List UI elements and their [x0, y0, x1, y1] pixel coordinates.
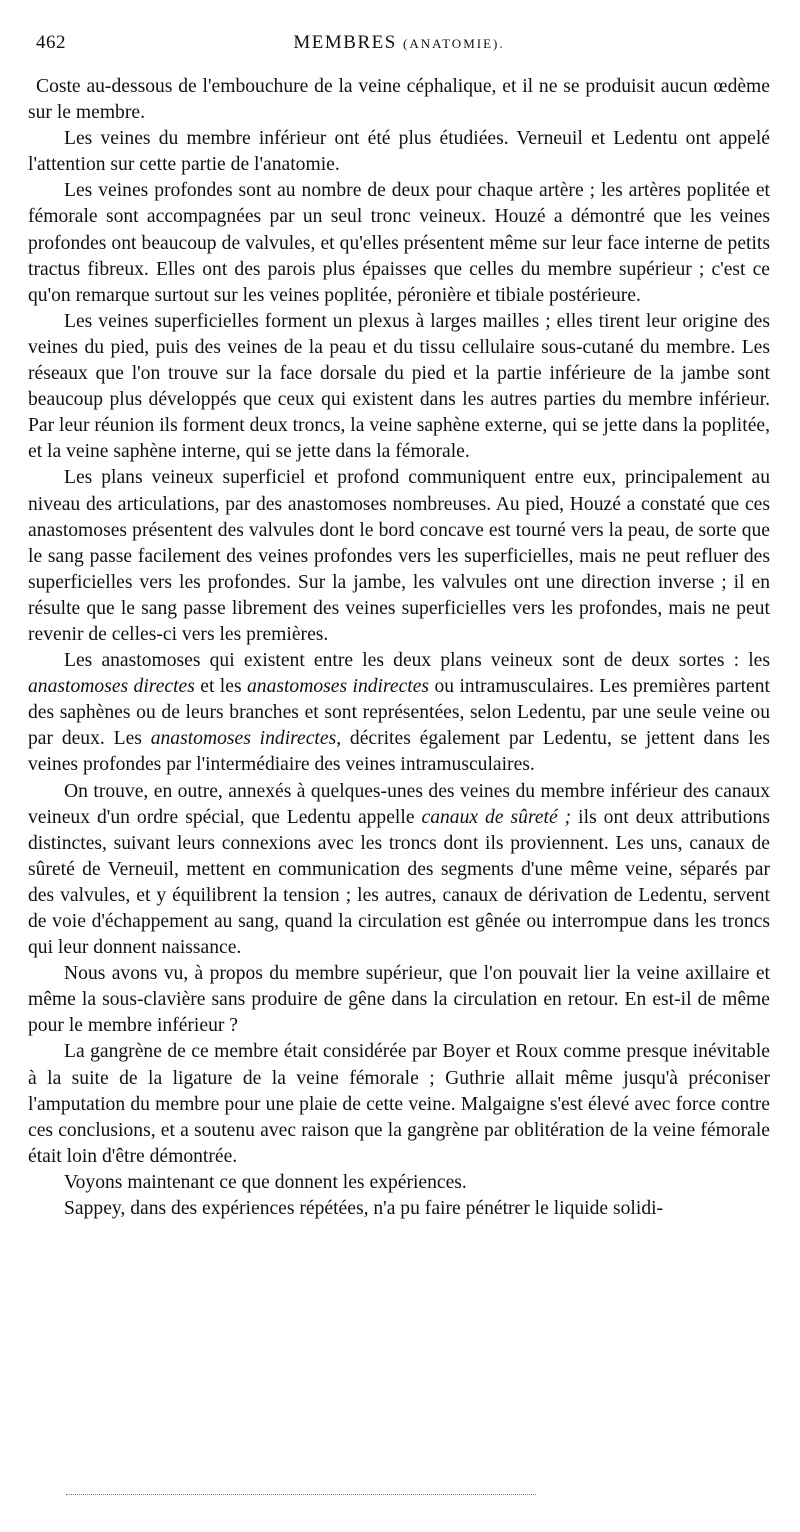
- text-segment: On trouve, en outre, annexés à quelques-unes des veines du membre inférieur des canaux veineux d'un ordre spécial, que Ledentu appelle: [28, 780, 770, 828]
- text-segment: , décrites également par Ledentu, se jettent dans les veines profondes par l'intermédiaire des veines intramusculaires.: [28, 728, 771, 776]
- page: [28, 26, 770, 1222]
- italic-term: anastomoses indirectes: [246, 676, 430, 698]
- text-segment: et les: [194, 676, 247, 698]
- italic-term: anastomoses directes: [28, 676, 195, 698]
- text-segment: Les veines du membre inférieur ont été plus étudiées. Verneuil et Ledentu ont appelé l'attention sur cette partie de l'anatomie.: [28, 128, 770, 176]
- paragraph: [28, 74, 770, 126]
- page-number: 462: [36, 32, 66, 53]
- text-segment: Les veines superficielles forment un plexus à larges mailles ; elles tirent leur origine des veines du pied, puis des veines de la peau et du tissu cellulaire sous-cutané du membre. Les réseaux que l'on trouve sur la face dorsale du pied et la partie inférieure de la jambe sont beaucoup plus développés que ceux qui existent dans les autres parties du membre inférieur. Par leur réunion ils forment deux troncs, la veine saphène externe, qui se jette dans la poplitée, et la veine saphène interne, qui se jette dans la fémorale.: [28, 310, 770, 463]
- paragraph: [28, 961, 770, 1039]
- paragraph: [28, 779, 770, 962]
- text-segment: Nous avons vu, à propos du membre supérieur, que l'on pouvait lier la veine axillaire et même la sous-clavière sans produire de gêne dans la circulation en retour. En est-il de même pour le membre inférieur ?: [28, 963, 770, 1037]
- paragraph: [28, 309, 770, 466]
- text-segment: Voyons maintenant ce que donnent les expériences.: [64, 1171, 467, 1193]
- text-segment: Les anastomoses qui existent entre les deux plans veineux sont de deux sortes : les: [64, 650, 770, 672]
- footer-dotted-rule: [66, 1494, 536, 1495]
- text-segment: Sappey, dans des expériences répétées, n'a pu faire pénétrer le liquide solidi-: [64, 1198, 664, 1220]
- text-segment: La gangrène de ce membre était considérée par Boyer et Roux comme presque inévitable à la suite de la ligature de la veine fémorale ; Guthrie allait même jusqu'à préconiser l'amputation du membre pour une plaie de cette veine. Malgaigne s'est élevé avec force contre ces conclusions, et a soutenu avec raison que la gangrène par oblitération de la veine fémorale était loin d'être démontrée.: [28, 1041, 770, 1167]
- paragraph: [28, 178, 770, 308]
- running-title-sub: (ANATOMIE).: [403, 36, 505, 51]
- paragraph: [28, 648, 770, 778]
- paragraph: [28, 126, 770, 178]
- text-segment: ou intramusculaires. Les premières partent des saphènes ou de leurs branches et sont représentées, selon Ledentu, par une seule veine ou par deux. Les: [28, 676, 770, 750]
- page-header: [28, 26, 770, 56]
- text-segment: Coste au-dessous de l'embouchure de la veine céphalique, et il ne se produisit aucun œdème sur le membre.: [28, 76, 770, 124]
- paragraph: [28, 465, 770, 648]
- paragraph: [28, 1170, 770, 1196]
- text-segment: ils ont deux attributions distinctes, suivant leurs connexions avec les troncs dont ils proviennent. Les uns, canaux de sûreté de Verneuil, mettent en communication des segments d'une même veine, séparés par des valvules, et y équilibrent la tension ; les autres, canaux de dérivation de Ledentu, servent de voie d'échappement au sang, quand la circulation est gênée ou interrompue dans les troncs qui leur donnent naissance.: [28, 806, 771, 959]
- italic-term: anastomoses indirectes: [150, 728, 337, 750]
- running-title: [28, 32, 770, 54]
- paragraph: [28, 1039, 770, 1169]
- running-title-main: MEMBRES: [293, 32, 397, 53]
- italic-term: canaux de sûreté ;: [421, 806, 572, 828]
- text-segment: Les plans veineux superficiel et profond communiquent entre eux, principalement au niveau des articulations, par des anastomoses nombreuses. Au pied, Houzé a constaté que ces anastomoses présentent des valvules dont le bord concave est tourné vers la peau, de sorte que le sang passe facilement des veines profondes vers les superficielles, mais ne peut refluer des superficielles vers les profondes. Sur la jambe, les valvules ont une direction inverse ; il en résulte que le sang passe librement des veines superficielles vers les profondes, mais ne peut revenir de celles-ci vers les premières.: [28, 467, 770, 645]
- body-text: [28, 74, 770, 1222]
- paragraph: [28, 1196, 770, 1222]
- text-segment: Les veines profondes sont au nombre de deux pour chaque artère ; les artères poplitée et fémorale sont accompagnées par un seul tronc veineux. Houzé a démontré que les veines profondes ont beaucoup de valvules, et qu'elles présentent même sur leur face interne de petits tractus fibreux. Elles ont des parois plus épaisses que celles du membre supérieur ; c'est ce qu'on remarque surtout sur les veines poplitée, péronière et tibiale postérieure.: [28, 180, 770, 306]
